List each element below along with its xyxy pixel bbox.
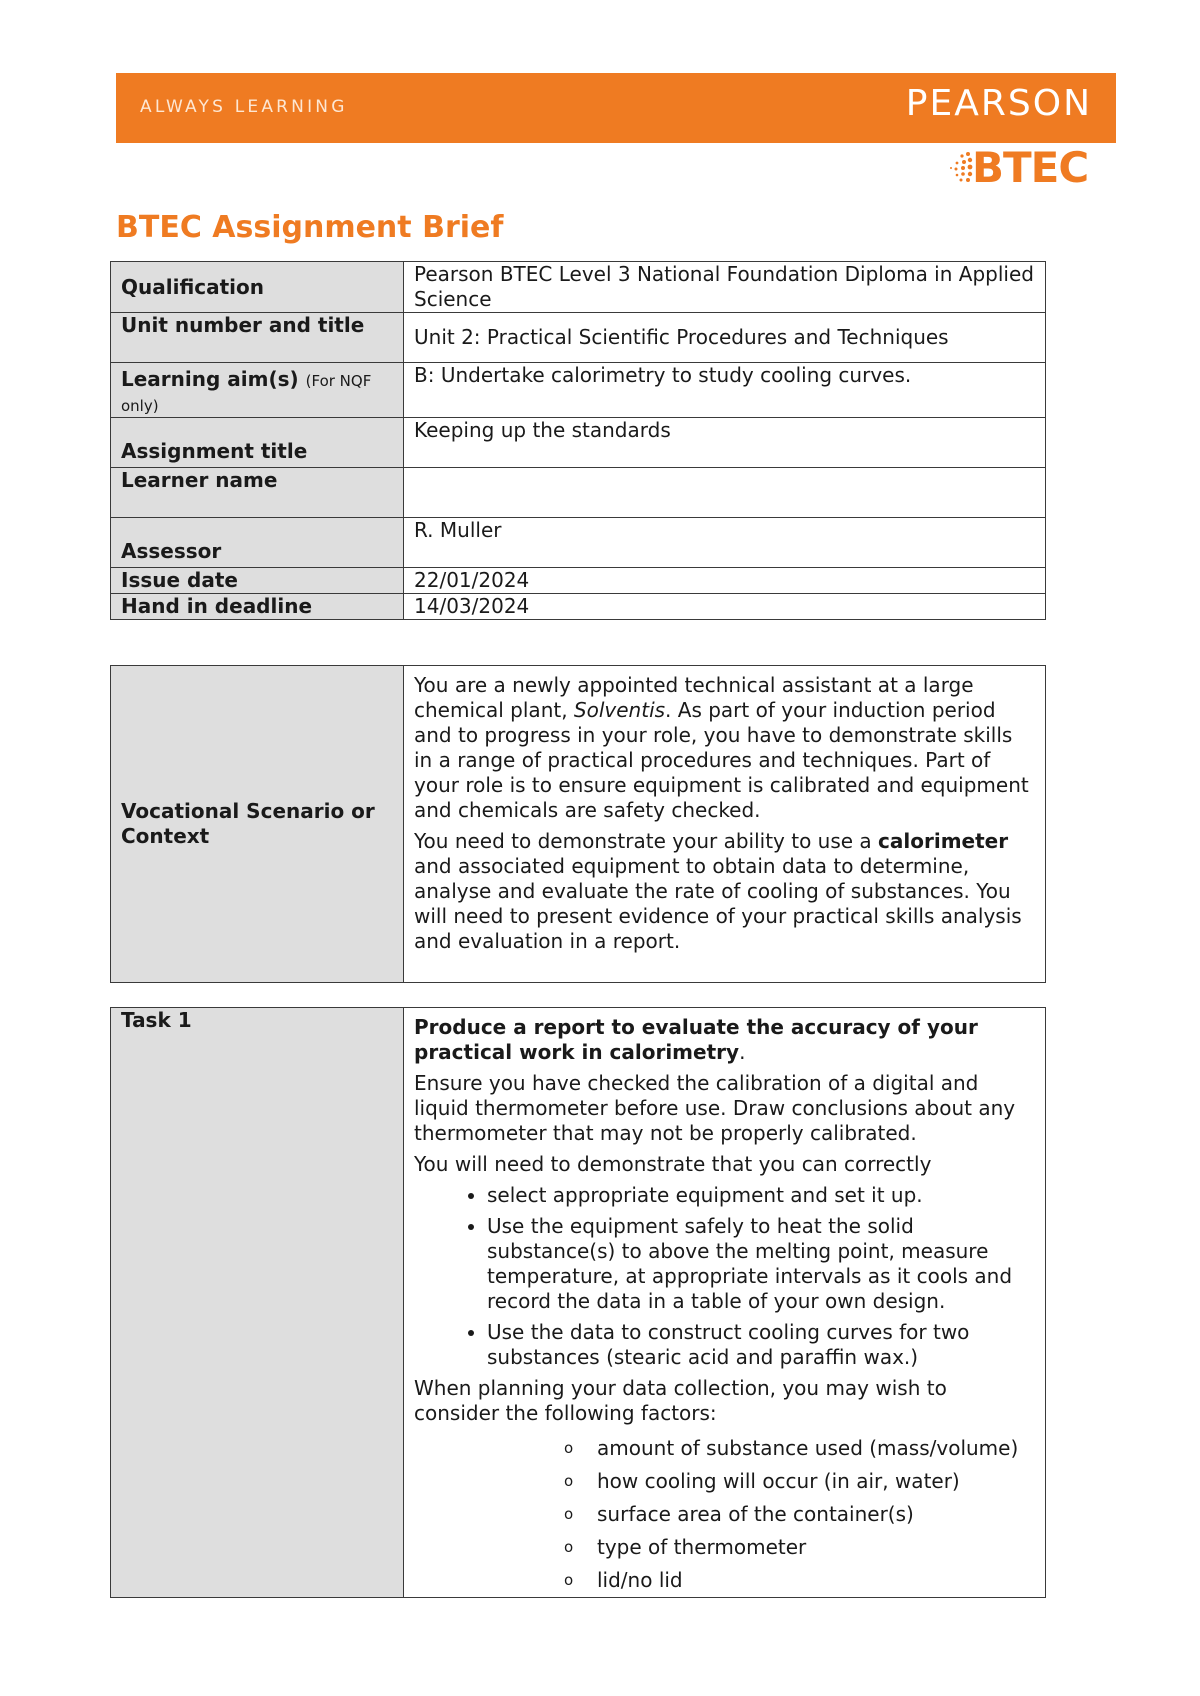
scenario-p1-rest: . As part of your induction period and to progress in your role, you have to demonstrate skills in a range of practical procedures and techniques. Part of your role is to ensure equipment is calibrated and equipment and chemicals are safety checked.: [414, 698, 1029, 822]
factors-list: [414, 1432, 1035, 1597]
header-banner: [116, 73, 1116, 143]
deadline-value: 14/03/2024: [404, 594, 1046, 620]
circle-bullet-icon: o: [564, 1538, 574, 1556]
btec-dots-icon: [948, 150, 974, 184]
learner-label: Learner name: [111, 468, 404, 518]
pearson-logo: PEARSON: [905, 83, 1092, 124]
task1-heading-end: .: [739, 1040, 746, 1064]
task1-heading: [414, 1015, 1035, 1065]
assessor-value: R. Muller: [404, 518, 1046, 568]
calorimeter-term: calorimeter: [878, 829, 1009, 853]
learning-aim-label-text: Learning aim(s): [121, 367, 299, 391]
document-title: BTEC Assignment Brief: [116, 210, 504, 245]
factor-text: type of thermometer: [597, 1535, 807, 1559]
circle-bullet-icon: o: [564, 1439, 574, 1457]
scenario-p2-rest: and associated equipment to obtain data to determine, analyse and evaluate the rate of cooling of substances. You will need to present evidence of your practical skills analysis and evaluation in a report.: [414, 854, 1022, 953]
scenario-paragraph-2: [414, 829, 1035, 954]
task1-table: [110, 1007, 1046, 1598]
bullet-item: • Use the equipment safely to heat the solid substance(s) to above the melting point, measure temperature, at appropriate intervals as it cools and record the data in a table of your own design.: [487, 1214, 1035, 1314]
circle-bullet-icon: o: [564, 1571, 574, 1589]
learning-aim-label: [111, 363, 404, 418]
btec-logo: [948, 142, 1098, 194]
scenario-content: [404, 666, 1046, 983]
assignment-title-value: Keeping up the standards: [404, 418, 1046, 468]
learning-aim-value: B: Undertake calorimetry to study cooling curves.: [404, 363, 1046, 418]
task1-row: [111, 1008, 1046, 1598]
assignment-title-label: Assignment title: [111, 418, 404, 468]
scenario-label: Vocational Scenario or Context: [111, 666, 404, 983]
factor-text: amount of substance used (mass/volume): [597, 1436, 1019, 1460]
circle-bullet-icon: o: [564, 1505, 574, 1523]
factor-item: [414, 1465, 1035, 1498]
scenario-row: [111, 666, 1046, 983]
factor-item: [414, 1564, 1035, 1597]
task1-label: Task 1: [111, 1008, 404, 1598]
assessor-label: Assessor: [111, 518, 404, 568]
learning-aim-note: (For NQF only): [121, 372, 372, 415]
unit-label: Unit number and title: [111, 313, 404, 363]
bullet-item: • select appropriate equipment and set it up.: [487, 1183, 1035, 1208]
issue-date-row: [111, 568, 1046, 594]
circle-bullet-icon: o: [564, 1472, 574, 1490]
task1-paragraph-3: When planning your data collection, you may wish to consider the following factors:: [414, 1376, 947, 1425]
scenario-p2-text: You need to demonstrate your ability to use a: [414, 829, 879, 853]
scenario-paragraph-1: [414, 673, 1035, 823]
bullet-item: • Use the data to construct cooling curves for two substances (stearic acid and paraffin wax.): [487, 1320, 1035, 1370]
assignment-details-table: [110, 261, 1046, 620]
deadline-label: Hand in deadline: [111, 594, 404, 620]
qualification-label: Qualification: [111, 262, 404, 313]
tagline: ALWAYS LEARNING: [140, 97, 348, 117]
assignment-title-row: [111, 418, 1046, 468]
task1-heading-text: Produce a report to evaluate the accuracy of your practical work in calorimetry: [414, 1015, 978, 1064]
learning-aim-row: [111, 363, 1046, 418]
task1-paragraph-2: You will need to demonstrate that you can correctly: [414, 1152, 932, 1176]
task1-bullet-list: [414, 1183, 1035, 1370]
task1-paragraph-1: Ensure you have checked the calibration of a digital and liquid thermometer before use. Draw conclusions about any thermometer that may not be properly calibrated.: [414, 1071, 1016, 1145]
scenario-table: [110, 665, 1046, 983]
assessor-row: [111, 518, 1046, 568]
factor-item: [414, 1432, 1035, 1465]
issue-date-value: 22/01/2024: [404, 568, 1046, 594]
factor-text: lid/no lid: [597, 1568, 683, 1592]
scenario-p1-text: You are a newly appointed technical assistant at a large chemical plant,: [414, 673, 974, 722]
factor-text: how cooling will occur (in air, water): [597, 1469, 960, 1493]
learner-row: [111, 468, 1046, 518]
factor-item: [414, 1498, 1035, 1531]
qualification-row: [111, 262, 1046, 313]
unit-row: [111, 313, 1046, 363]
btec-logo-text: BTEC: [972, 143, 1089, 192]
issue-date-label: Issue date: [111, 568, 404, 594]
task1-content: [404, 1008, 1046, 1598]
unit-value: Unit 2: Practical Scientific Procedures and Techniques: [404, 313, 1046, 363]
learner-value: [404, 468, 1046, 518]
qualification-value: Pearson BTEC Level 3 National Foundation Diploma in Applied Science: [404, 262, 1046, 313]
factor-text: surface area of the container(s): [597, 1502, 914, 1526]
deadline-row: [111, 594, 1046, 620]
factor-item: [414, 1531, 1035, 1564]
company-name: Solventis: [573, 698, 666, 722]
